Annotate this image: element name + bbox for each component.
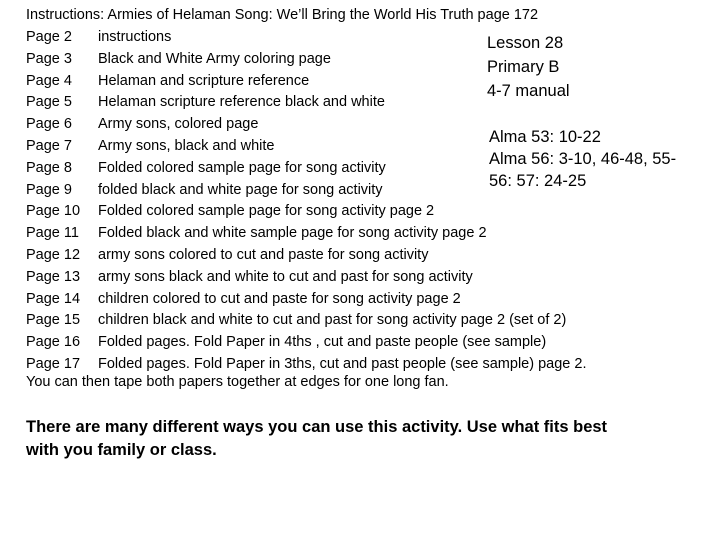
page-number: Page 5 [26, 94, 72, 111]
page-description: children black and white to cut and past for song activity page 2 (set of 2) [98, 312, 567, 329]
page-description: Folded pages. Fold Paper in 4ths , cut and paste people (see sample) [98, 334, 547, 351]
lesson-reference [487, 31, 576, 103]
page-number: Page 2 [26, 29, 72, 45]
page-description: folded black and white page for song activity [98, 181, 383, 198]
scripture-reference [487, 126, 701, 192]
usage-note: There are many different ways you can use this activity. Use what fits best with you family or class. [26, 418, 608, 459]
page-description: instructions [98, 29, 172, 45]
lesson-age-range: 4-7 manual [487, 82, 570, 100]
page-number: Page 15 [26, 312, 81, 329]
page-row [26, 310, 586, 332]
page-description: Army sons, colored page [98, 116, 259, 133]
page-number: Page 4 [26, 72, 72, 89]
scripture-line: 56: 57: 24-25 [489, 172, 587, 190]
lesson-number: Lesson 28 [487, 34, 564, 52]
page-number: Page 17 [26, 355, 81, 372]
page-row [26, 245, 586, 267]
page-row [26, 267, 586, 289]
page-number: Page 16 [26, 334, 81, 351]
page-number: Page 9 [26, 181, 72, 198]
page-number: Page 8 [26, 159, 72, 176]
page-number: Page 14 [26, 290, 81, 307]
page-number: Page 3 [26, 50, 72, 67]
page-number: Page 12 [26, 246, 81, 263]
page-number: Page 13 [26, 268, 81, 285]
page-number: Page 7 [26, 137, 72, 154]
page-description: Black and White Army coloring page [98, 50, 331, 67]
page-number: Page 6 [26, 116, 72, 133]
scripture-line: Alma 56: 3-10, 46-48, 55- [489, 150, 677, 168]
page-description: Folded colored sample page for song activity [98, 159, 386, 176]
page-description: Folded black and white sample page for song activity page 2 [98, 225, 487, 242]
page-row [26, 223, 586, 245]
page-number: Page 10 [26, 203, 81, 220]
document-title: Instructions: Armies of Helaman Song: We’ll Bring the World His Truth page 172 [26, 7, 539, 23]
page-row [26, 332, 586, 354]
page-description: army sons black and white to cut and past for song activity [98, 268, 473, 285]
page-row [26, 289, 586, 311]
page-description: Army sons, black and white [98, 137, 275, 154]
page-description: Helaman scripture reference black and white [98, 94, 385, 111]
lesson-manual: Primary B [487, 58, 560, 76]
page-description: Folded pages. Fold Paper in 3ths, cut and past people (see sample) page 2. [98, 355, 587, 372]
page-description: Folded colored sample page for song activity page 2 [98, 203, 435, 220]
page-description: army sons colored to cut and paste for song activity [98, 246, 429, 263]
scripture-line: Alma 53: 10-22 [489, 128, 601, 146]
page-description: Helaman and scripture reference [98, 72, 310, 89]
page-row [26, 201, 586, 223]
page-description: children colored to cut and paste for song activity page 2 [98, 290, 461, 307]
page-number: Page 11 [26, 225, 79, 242]
tape-instruction: You can then tape both papers together at edges for one long fan. [26, 374, 449, 390]
